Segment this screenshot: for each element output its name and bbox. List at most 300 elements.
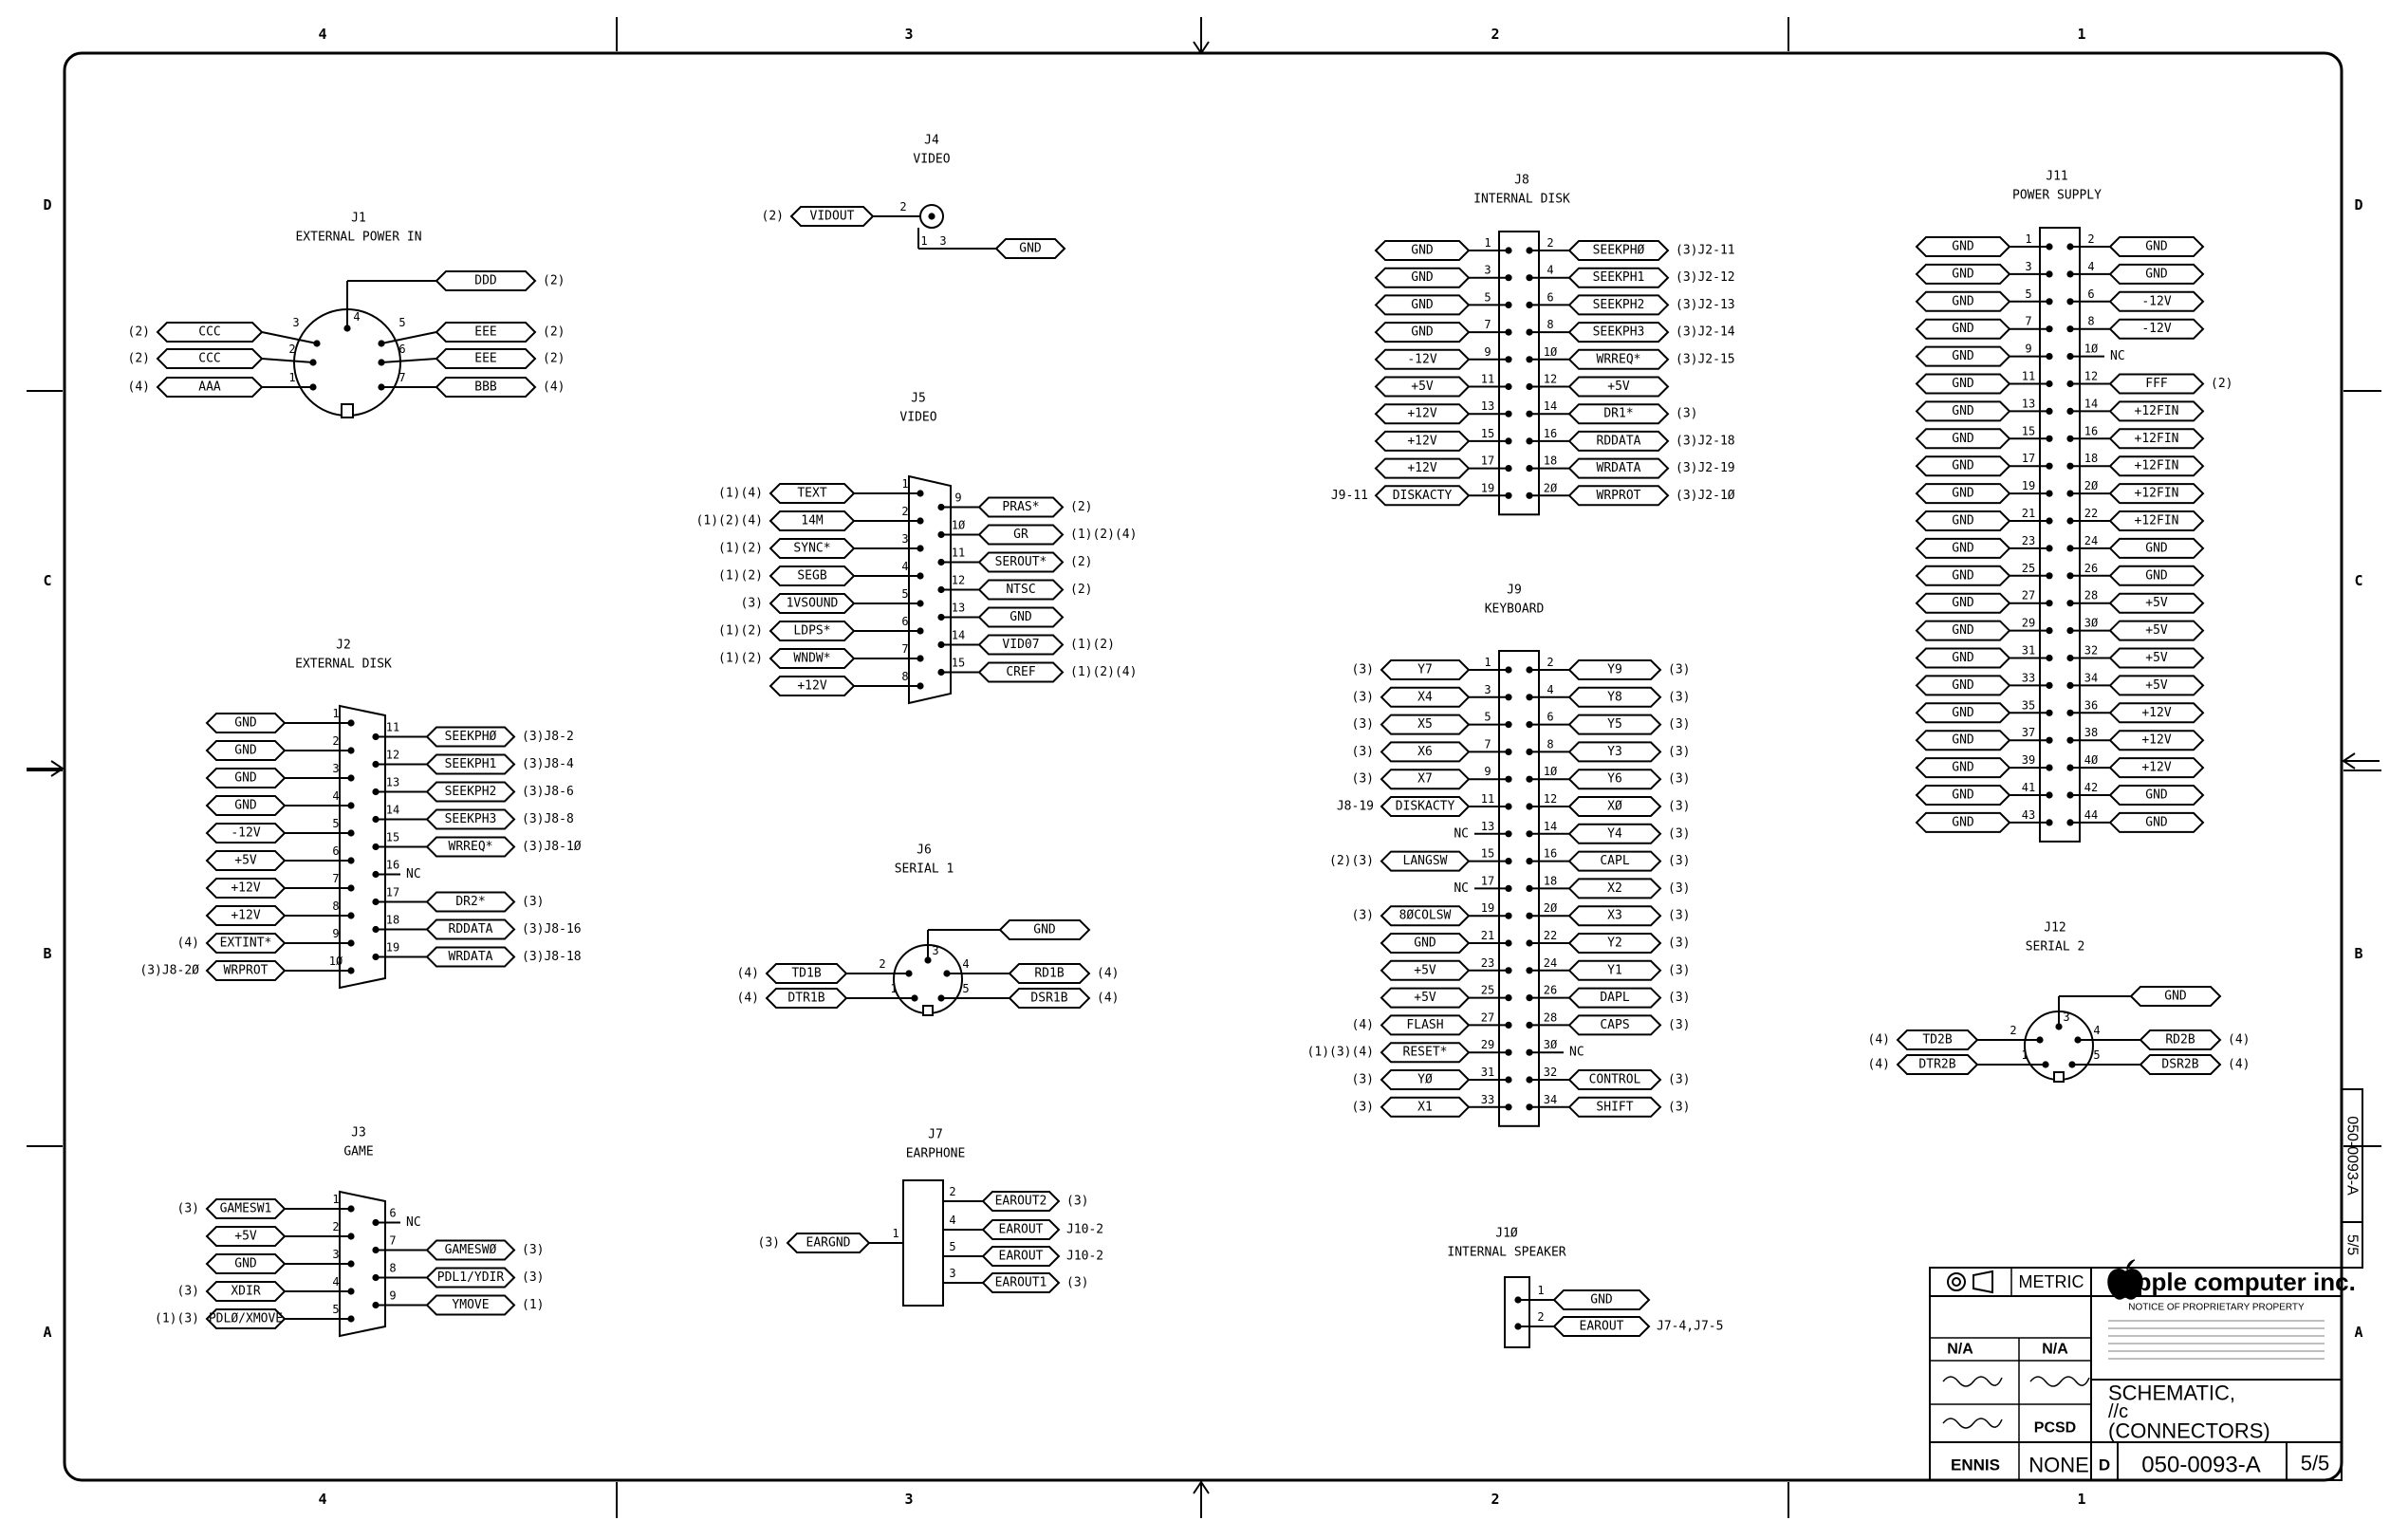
signal-name: GND bbox=[1952, 815, 1974, 830]
pin-number: 2 bbox=[1547, 236, 1554, 250]
signal-name: +12V bbox=[2141, 705, 2172, 720]
signal-name: GR bbox=[1013, 528, 1028, 542]
zone-column-label: 3 bbox=[904, 1491, 914, 1508]
signal-name: BBB bbox=[474, 380, 497, 395]
pin-number: 43 bbox=[2021, 807, 2036, 822]
pin-number: 13 bbox=[1480, 819, 1495, 833]
cross-ref: (3) bbox=[1668, 881, 1691, 896]
pin-number: 17 bbox=[385, 885, 400, 899]
signal-name: PDLØ/XMOVE bbox=[208, 1311, 284, 1326]
no-connect: NC bbox=[1569, 1045, 1584, 1060]
zone-column-label: 2 bbox=[1491, 26, 1500, 43]
cross-ref: (3) bbox=[522, 895, 545, 909]
pin-number: 11 bbox=[951, 546, 966, 560]
cross-ref: (3)J2-1Ø bbox=[1676, 488, 1735, 503]
signal-name: GND bbox=[1952, 349, 1974, 364]
pin-number: 27 bbox=[2021, 588, 2036, 603]
connector-title: VIDEO bbox=[913, 152, 951, 167]
connector-designator: J1 bbox=[351, 211, 366, 226]
cross-ref: (2) bbox=[127, 324, 150, 340]
pin-number: 3 bbox=[2025, 259, 2032, 273]
pin-number: 9 bbox=[1484, 765, 1491, 779]
signal-name: Y8 bbox=[1607, 690, 1622, 705]
connector-designator: J8 bbox=[1514, 173, 1529, 188]
signal-name: Y5 bbox=[1607, 717, 1622, 732]
pin-number: 4 bbox=[332, 789, 340, 803]
signal-name: YØ bbox=[1417, 1072, 1433, 1087]
signal-name: TD2B bbox=[1922, 1032, 1953, 1048]
pin-number: 15 bbox=[1480, 846, 1495, 861]
signal-name: +12V bbox=[2141, 732, 2172, 748]
pin-number: 16 bbox=[1543, 846, 1558, 861]
cross-ref: (3)J8-16 bbox=[522, 922, 582, 936]
signal-name: SEEKPHØ bbox=[444, 730, 497, 744]
signal-name: RDDATA bbox=[1596, 434, 1641, 449]
signal-name: FFF bbox=[2145, 377, 2168, 391]
signal-name: Y7 bbox=[1417, 662, 1433, 677]
cross-ref: (1)(3)(4) bbox=[1306, 1045, 1374, 1060]
cross-ref: (3)J8-2 bbox=[522, 730, 574, 744]
pin-number: 2 bbox=[2010, 1024, 2017, 1037]
pin-number: 7 bbox=[901, 642, 909, 656]
signal-name: GND bbox=[1952, 322, 1974, 337]
pin-number: 7 bbox=[398, 371, 406, 384]
signal-name: GND bbox=[234, 1256, 257, 1271]
signal-name: DSR1B bbox=[1030, 991, 1068, 1006]
signal-name: +5V bbox=[234, 1229, 257, 1244]
signal-name: +12V bbox=[1407, 434, 1437, 449]
signal-name: CREF bbox=[1006, 665, 1036, 679]
pin-number: 1 bbox=[1484, 656, 1491, 669]
signal-name: FLASH bbox=[1406, 1017, 1444, 1032]
cross-ref: (4) bbox=[176, 936, 199, 951]
signal-name: DSR2B bbox=[2161, 1057, 2199, 1072]
cross-ref: (3) bbox=[1668, 771, 1691, 787]
connector-designator: J9 bbox=[1507, 583, 1522, 598]
drawing-title: //c bbox=[2108, 1401, 2129, 1422]
finish-value: N/A bbox=[2042, 1341, 2068, 1358]
pin-number: 34 bbox=[2084, 671, 2099, 685]
cross-ref: (1)(2) bbox=[718, 651, 763, 666]
signal-name: EAROUT2 bbox=[994, 1194, 1047, 1209]
signal-name: +5V bbox=[1607, 380, 1630, 394]
signal-name: +12FIN bbox=[2134, 431, 2179, 446]
zone-row-label: C bbox=[43, 572, 52, 589]
pin-number: 14 bbox=[2084, 397, 2099, 411]
pin-number: 2Ø bbox=[1543, 901, 1558, 916]
signal-name: LANGSW bbox=[1402, 854, 1448, 869]
pin-number: 1 bbox=[1484, 236, 1491, 250]
cross-ref: (3)J2-18 bbox=[1676, 434, 1735, 449]
signal-name: GND bbox=[1952, 788, 1974, 803]
proprietary-notice: NOTICE OF PROPRIETARY PROPERTY bbox=[2128, 1302, 2305, 1313]
signal-name: +12FIN bbox=[2134, 486, 2179, 501]
signal-name: RD2B bbox=[2165, 1032, 2195, 1048]
cross-ref: (2) bbox=[1070, 583, 1093, 597]
signal-name: +12FIN bbox=[2134, 513, 2179, 528]
signal-name: -12V bbox=[2141, 322, 2172, 337]
pin-number: 2 bbox=[1537, 1310, 1545, 1324]
signal-name: GND bbox=[1952, 377, 1974, 391]
cross-ref: (4) bbox=[1097, 991, 1120, 1006]
signal-name: RDDATA bbox=[448, 922, 493, 936]
cross-ref: (1)(2) bbox=[718, 568, 763, 584]
pin-number: 1 bbox=[288, 371, 296, 384]
signal-name: EAROUT1 bbox=[994, 1275, 1047, 1290]
signal-name: Y3 bbox=[1607, 744, 1622, 759]
signal-name: GND bbox=[1033, 922, 1056, 937]
signal-name: Y9 bbox=[1607, 662, 1622, 677]
signal-name: SEEKPH2 bbox=[1592, 297, 1645, 312]
signal-name: VID07 bbox=[1002, 638, 1040, 652]
signal-name: GND bbox=[1952, 403, 1974, 418]
cross-ref: (3)J2-11 bbox=[1676, 243, 1735, 258]
pin-number: 18 bbox=[2084, 452, 2099, 466]
cross-ref: (3) bbox=[1668, 991, 1691, 1006]
cross-ref: (3) bbox=[1351, 908, 1374, 923]
cross-ref: (2)(3) bbox=[1329, 854, 1374, 869]
pin-number: 3 bbox=[332, 1248, 340, 1261]
signal-name: GAMESW1 bbox=[219, 1201, 272, 1216]
pin-number: 8 bbox=[2087, 314, 2095, 328]
pin-number: 1 bbox=[2021, 1048, 2028, 1062]
connector-designator: J3 bbox=[351, 1125, 366, 1140]
cross-ref: (3)J2-19 bbox=[1676, 461, 1735, 476]
signal-name: GND bbox=[1952, 623, 1974, 639]
cross-ref: J10-2 bbox=[1066, 1222, 1104, 1237]
pin-number: 23 bbox=[2021, 533, 2036, 547]
pin-number: 27 bbox=[1480, 1011, 1495, 1025]
cross-ref: (2) bbox=[543, 273, 565, 288]
pin-number: 3Ø bbox=[1543, 1038, 1558, 1052]
pin-number: 25 bbox=[1480, 983, 1495, 997]
signal-name: GAMESWØ bbox=[444, 1243, 497, 1257]
cross-ref: (3) bbox=[1668, 690, 1691, 705]
pin-number: 8 bbox=[332, 899, 340, 913]
signal-name: GND bbox=[1952, 458, 1974, 473]
signal-name: SEROUT* bbox=[994, 555, 1047, 569]
signal-name: GND bbox=[1952, 732, 1974, 748]
pin-number: 3 bbox=[1484, 263, 1491, 277]
pin-number: 7 bbox=[2025, 314, 2032, 328]
pin-number: 26 bbox=[2084, 561, 2099, 575]
connector-title: SERIAL 2 bbox=[2025, 939, 2085, 955]
pin-number: 4 bbox=[1547, 263, 1554, 277]
pin-number: 22 bbox=[1543, 929, 1558, 942]
pin-number: 6 bbox=[1547, 290, 1554, 305]
signal-name: GND bbox=[1952, 513, 1974, 528]
signal-name: GND bbox=[1411, 324, 1434, 340]
cross-ref: (4) bbox=[1867, 1032, 1890, 1048]
cross-ref: (3) bbox=[1066, 1194, 1089, 1209]
signal-name: GND bbox=[1414, 936, 1436, 951]
signal-name: SEEKPH3 bbox=[444, 812, 497, 826]
din-key bbox=[342, 404, 353, 417]
cross-ref: (1)(2) bbox=[1070, 638, 1115, 652]
signal-name: DISKACTY bbox=[1395, 799, 1455, 814]
signal-name: +12V bbox=[231, 908, 261, 923]
pin-number: 4 bbox=[962, 957, 970, 971]
pin-number: 25 bbox=[2021, 561, 2036, 575]
signal-name: X1 bbox=[1417, 1100, 1433, 1115]
pin-number: 9 bbox=[1484, 344, 1491, 359]
pin-number: 6 bbox=[332, 844, 340, 858]
company-name: apple computer inc. bbox=[2122, 1268, 2356, 1296]
signal-name: CONTROL bbox=[1588, 1072, 1641, 1087]
din-key bbox=[2054, 1072, 2064, 1082]
signal-name: DTR2B bbox=[1918, 1057, 1956, 1072]
pin-number: 12 bbox=[385, 748, 400, 762]
connector-designator: J4 bbox=[924, 133, 939, 148]
cross-ref: (1)(2) bbox=[718, 623, 763, 639]
signal-name: +5V bbox=[1411, 380, 1434, 394]
pin-number: 4 bbox=[2087, 259, 2095, 273]
connector-title: SERIAL 1 bbox=[894, 862, 954, 877]
signal-name: SEEKPH1 bbox=[444, 757, 497, 771]
pin-number: 2 bbox=[949, 1185, 956, 1198]
signal-name: X2 bbox=[1607, 881, 1622, 896]
cross-ref: (1)(4) bbox=[718, 486, 763, 501]
signal-name: DR2* bbox=[455, 895, 486, 909]
signal-name: +5V bbox=[1414, 963, 1436, 978]
pin-number: 4 bbox=[1547, 682, 1554, 696]
no-connect: NC bbox=[406, 867, 421, 881]
pin-number: 42 bbox=[2084, 781, 2099, 794]
signal-name: GND bbox=[2145, 239, 2168, 254]
signal-name: EAROUT bbox=[1579, 1319, 1624, 1334]
pin-number: 5 bbox=[332, 1303, 340, 1316]
pin-number: 15 bbox=[951, 656, 966, 670]
pin-number: 16 bbox=[385, 858, 400, 872]
cross-ref: (3) bbox=[1668, 826, 1691, 842]
cross-ref: J8-19 bbox=[1336, 799, 1374, 814]
cross-ref: (1)(2)(4) bbox=[695, 513, 763, 528]
zone-column-label: 1 bbox=[2077, 26, 2086, 43]
pin-number: 3 bbox=[939, 234, 947, 248]
cross-ref: J7-4,J7-5 bbox=[1657, 1319, 1724, 1334]
no-connect: NC bbox=[406, 1215, 421, 1230]
pin-number: 4 bbox=[2093, 1024, 2101, 1037]
pin-number: 24 bbox=[1543, 955, 1558, 970]
pin-number: 13 bbox=[951, 601, 966, 615]
cross-ref: (3) bbox=[1668, 854, 1691, 869]
cross-ref: (3) bbox=[1668, 744, 1691, 759]
signal-name: TD1B bbox=[791, 966, 822, 981]
signal-name: +12V bbox=[1407, 406, 1437, 421]
pin-number: 8 bbox=[901, 670, 909, 683]
signal-name: GND bbox=[1952, 705, 1974, 720]
pin-number: 2 bbox=[879, 957, 886, 971]
pin-number: 1Ø bbox=[328, 955, 343, 968]
scale-value: NONE bbox=[2028, 1453, 2089, 1477]
cross-ref: (2) bbox=[543, 351, 565, 366]
cross-ref: (4) bbox=[2228, 1032, 2251, 1048]
signal-name: GND bbox=[1952, 651, 1974, 665]
signal-name: SEEKPH3 bbox=[1592, 324, 1645, 340]
pin-number: 21 bbox=[2021, 507, 2036, 520]
pin-number: 3 bbox=[932, 944, 939, 957]
signal-name: GND bbox=[1411, 297, 1434, 312]
cross-ref: (2) bbox=[127, 351, 150, 366]
pin-number: 39 bbox=[2021, 753, 2036, 768]
signal-name: RESET* bbox=[1402, 1045, 1448, 1060]
cross-ref: (3) bbox=[1676, 406, 1698, 421]
pin-number: 29 bbox=[1480, 1038, 1495, 1052]
signal-name: X5 bbox=[1417, 717, 1433, 732]
signal-name: WNDW* bbox=[793, 651, 831, 666]
pin-number: 24 bbox=[2084, 533, 2099, 547]
signal-name: SEEKPHØ bbox=[1592, 243, 1645, 258]
cross-ref: (3) bbox=[176, 1284, 199, 1299]
cross-ref: (3) bbox=[1668, 1017, 1691, 1032]
pin-number: 1 bbox=[332, 707, 340, 720]
signal-name: GND bbox=[2145, 815, 2168, 830]
pin-number: 28 bbox=[2084, 588, 2099, 603]
pin-number: 28 bbox=[1543, 1011, 1558, 1025]
pin-number: 18 bbox=[385, 913, 400, 927]
pin-number: 2 bbox=[2087, 232, 2095, 246]
metric-label: METRIC bbox=[2018, 1272, 2084, 1291]
signal-name: Y1 bbox=[1607, 963, 1622, 978]
cross-ref: (3) bbox=[1351, 771, 1374, 787]
cross-ref: (2) bbox=[1070, 500, 1093, 514]
pin-number: 17 bbox=[1480, 454, 1495, 468]
signal-name: PDL1/YDIR bbox=[436, 1270, 505, 1285]
signal-name: GND bbox=[2164, 989, 2187, 1004]
zone-row-label: B bbox=[43, 945, 52, 962]
cross-ref: (3) bbox=[522, 1270, 545, 1285]
pin-number: 31 bbox=[2021, 643, 2036, 658]
zone-row-label: A bbox=[2354, 1324, 2363, 1341]
signal-name: +12V bbox=[2141, 760, 2172, 775]
cross-ref: (3) bbox=[1668, 717, 1691, 732]
pin-number: 1 bbox=[920, 234, 928, 248]
signal-name: YMOVE bbox=[452, 1298, 490, 1312]
pin-number: 19 bbox=[1480, 481, 1495, 495]
pin-number: 41 bbox=[2021, 781, 2036, 794]
zone-column-label: 1 bbox=[2077, 1491, 2086, 1508]
side-drawing-number: 050-0093-A bbox=[2343, 1116, 2361, 1196]
signal-name: VIDOUT bbox=[809, 209, 855, 224]
signal-name: DR1* bbox=[1603, 406, 1634, 421]
pin-number: 9 bbox=[2025, 342, 2032, 356]
signal-name: +5V bbox=[234, 853, 257, 868]
no-connect: NC bbox=[1454, 826, 1469, 842]
zone-row-label: A bbox=[43, 1324, 52, 1341]
pin-number: 33 bbox=[1480, 1092, 1495, 1106]
cross-ref: (3) bbox=[1668, 936, 1691, 951]
connector-title: INTERNAL DISK bbox=[1473, 192, 1570, 207]
pin-number: 1 bbox=[2025, 232, 2032, 246]
pin-number: 19 bbox=[1480, 901, 1495, 916]
pin-number: 11 bbox=[1480, 792, 1495, 806]
cross-ref: (3) bbox=[1351, 690, 1374, 705]
signal-name: EARGND bbox=[806, 1235, 851, 1251]
pin-number: 1 bbox=[1537, 1284, 1545, 1297]
drawing-number: 050-0093-A bbox=[2141, 1452, 2261, 1478]
pin-number: 6 bbox=[2087, 287, 2095, 301]
signal-name: GND bbox=[1952, 486, 1974, 501]
signal-name: GND bbox=[1952, 239, 1974, 254]
pin-number: 7 bbox=[389, 1233, 397, 1248]
signal-name: GND bbox=[1952, 431, 1974, 446]
signal-name: CCC bbox=[198, 351, 221, 366]
pin-number: 18 bbox=[1543, 874, 1558, 888]
signal-name: Y4 bbox=[1607, 826, 1622, 842]
pin-number: 5 bbox=[2093, 1048, 2101, 1062]
signal-name: GND bbox=[1411, 243, 1434, 258]
cross-ref: (3) bbox=[1351, 744, 1374, 759]
pin-number: 19 bbox=[2021, 479, 2036, 493]
pin-number: 5 bbox=[949, 1240, 956, 1253]
signal-name: EAROUT bbox=[998, 1249, 1044, 1264]
connector-designator: J11 bbox=[2046, 169, 2068, 184]
cross-ref: J10-2 bbox=[1066, 1249, 1104, 1264]
pin-number: 12 bbox=[2084, 369, 2099, 383]
pin-number: 5 bbox=[1484, 290, 1491, 305]
connector-designator: J12 bbox=[2044, 920, 2066, 936]
signal-name: EEE bbox=[474, 351, 497, 366]
pin-number: 1 bbox=[892, 1227, 899, 1240]
cross-ref: (3) bbox=[1668, 1100, 1691, 1115]
pin-number: 3 bbox=[292, 316, 300, 329]
connector-title: KEYBOARD bbox=[1484, 602, 1545, 617]
signal-name: EAROUT bbox=[998, 1222, 1044, 1237]
pin-number: 2 bbox=[288, 343, 296, 356]
signal-name: GND bbox=[2145, 788, 2168, 803]
cross-ref: (4) bbox=[127, 380, 150, 395]
pin-number: 31 bbox=[1480, 1066, 1495, 1079]
cross-ref: (4) bbox=[543, 380, 565, 395]
signal-name: CAPL bbox=[1600, 854, 1630, 869]
signal-name: -12V bbox=[2141, 294, 2172, 309]
pin-number: 4Ø bbox=[2084, 753, 2099, 768]
signal-name: +12V bbox=[1407, 461, 1437, 476]
pin-number: 3 bbox=[1484, 682, 1491, 696]
signal-name: XDIR bbox=[231, 1284, 261, 1299]
cross-ref: J9-11 bbox=[1330, 488, 1368, 503]
signal-name: CAPS bbox=[1600, 1017, 1630, 1032]
pin-number: 44 bbox=[2084, 807, 2099, 822]
cross-ref: (2) bbox=[543, 324, 565, 340]
signal-name: EEE bbox=[474, 324, 497, 340]
signal-name: CCC bbox=[198, 324, 221, 340]
pin-number: 33 bbox=[2021, 671, 2036, 685]
size-value: D bbox=[2098, 1456, 2111, 1474]
pin-number: 9 bbox=[332, 927, 340, 940]
signal-name: -12V bbox=[1407, 352, 1437, 367]
cross-ref: (3)J2-15 bbox=[1676, 352, 1735, 367]
cross-ref: (2) bbox=[2211, 377, 2233, 391]
pin-number: 12 bbox=[1543, 372, 1558, 386]
signal-name: +5V bbox=[1414, 991, 1436, 1006]
zone-column-label: 4 bbox=[318, 1491, 327, 1508]
pin-number: 23 bbox=[1480, 955, 1495, 970]
pin-number: 15 bbox=[2021, 424, 2036, 438]
pin-number: 11 bbox=[2021, 369, 2036, 383]
pin-number: 9 bbox=[389, 1289, 397, 1303]
connector-title: EXTERNAL POWER IN bbox=[295, 230, 422, 245]
connector-title: EXTERNAL DISK bbox=[295, 657, 392, 672]
pin-number: 13 bbox=[1480, 399, 1495, 414]
signal-name: +5V bbox=[2145, 677, 2168, 693]
pin-number: 7 bbox=[1484, 737, 1491, 751]
pin-number: 15 bbox=[1480, 426, 1495, 440]
signal-name: +5V bbox=[2145, 596, 2168, 611]
cross-ref: (3) bbox=[1668, 908, 1691, 923]
cross-ref: (4) bbox=[1097, 966, 1120, 981]
cross-ref: (1)(2)(4) bbox=[1070, 665, 1138, 679]
